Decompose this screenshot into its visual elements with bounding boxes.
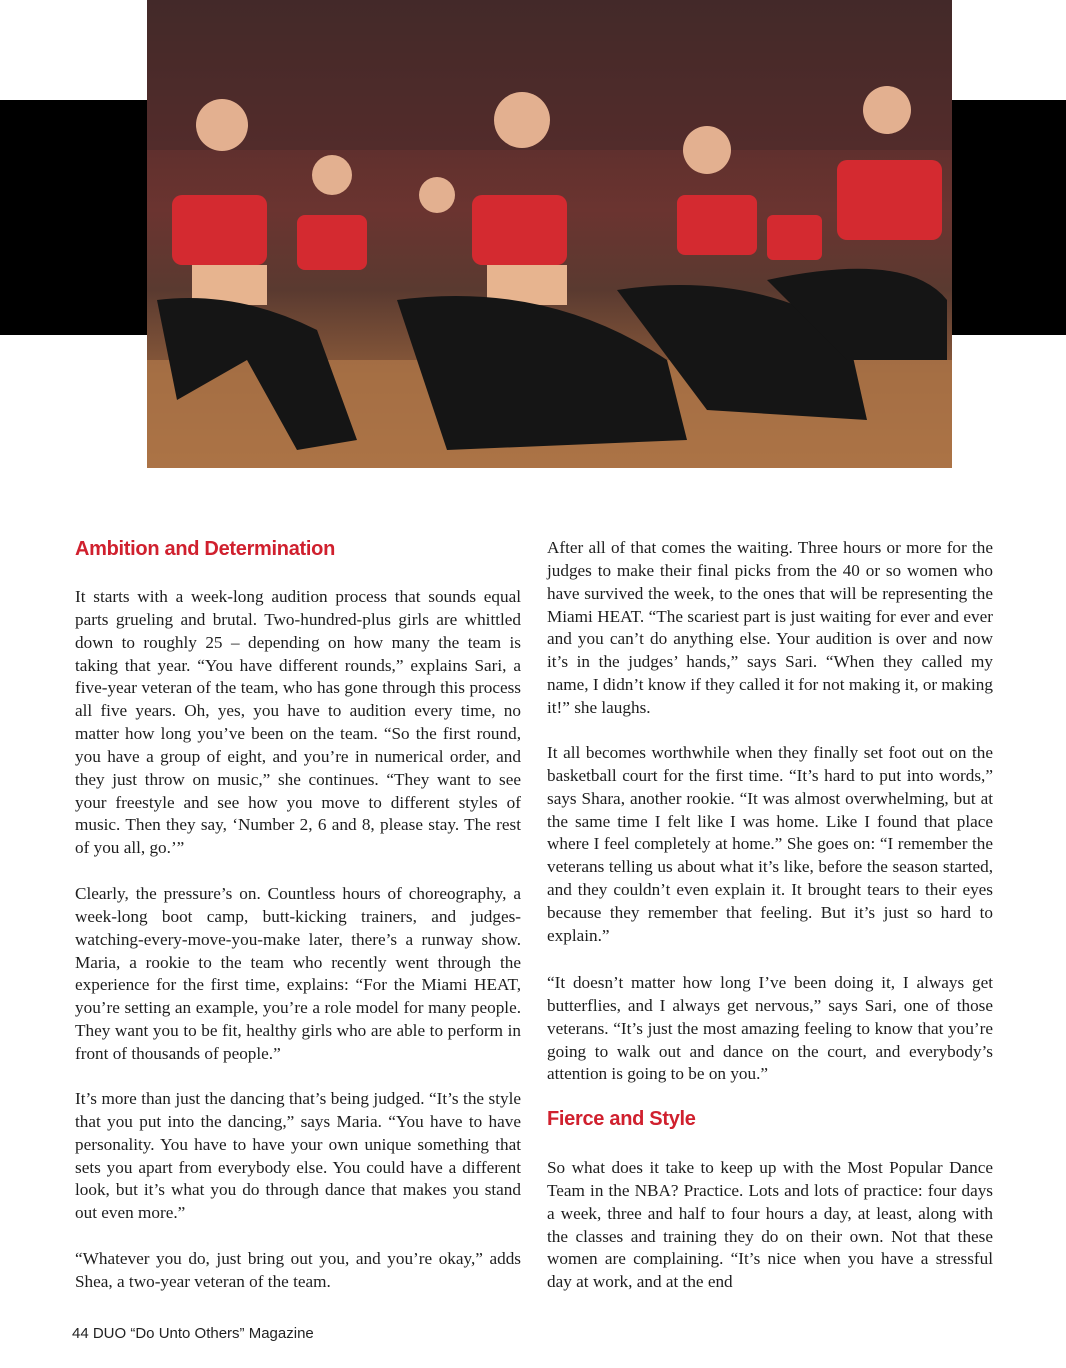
paragraph: So what does it take to keep up with the Most Popular Dance Team in the NBA? Practice. Lots and lots of practice: four days a week, three and half to four hours a day, at least, along with the classes and training they do on their own. Not that these women are complaining. “It’s nice when you have a stressful day at work, and at the end	[547, 1158, 993, 1292]
paragraph: It starts with a week-long audition process that sounds equal parts grueling and brutal. Two-hundred-plus girls are whittled down to roughly 25 – depending on how many the team is taking that year. “You have different rounds,” explains Sari, a five-year veteran of the team, who has gone through this process all five years. Oh, yes, you have to audition every time, no matter how long you’ve been on the team. “So the first round, you have a group of eight, and you’re in numerical order, and they just throw on music,” she continues. “They want to see your freestyle and see how you move to different styles of music. Then they say, ‘Number 2, 6 and 8, please stay. The rest of you all, go.’”	[75, 587, 521, 858]
paragraph: It’s more than just the dancing that’s being judged. “It’s the style that you put into the dancing,” says Maria. “You have to have personality. You have to have your own unique something that sets you apart from everybody else. You could have a different look, but it’s what you do through dance that makes you stand out even more.”	[75, 1089, 521, 1223]
page-footer: 44 DUO “Do Unto Others” Magazine	[72, 1325, 314, 1342]
photo-illustration	[147, 0, 952, 468]
paragraph: Clearly, the pressure’s on. Countless hours of choreography, a week-long boot camp, butt-kicking trainers, and judges-watching-every-move-you-make later, there’s a runway show. Maria, a rookie to the team who recently went through the experience for the first time, explains: “For the Miami HEAT, you’re setting an example, you’re a role model for many people. They want you to be fit, healthy girls who are able to perform in front of thousands of people.”	[75, 884, 521, 1063]
paragraph: “It doesn’t matter how long I’ve been doing it, I always get butterflies, and I always get nervous,” says Sari, one of those veterans. “It’s just the most amazing feeling to know that you’re going to walk out and dance on the court, and everybody’s attention is going to be on you.”	[547, 973, 993, 1084]
section-heading-fierce: Fierce and Style	[547, 1108, 696, 1130]
paragraph: “Whatever you do, just bring out you, and you’re okay,” adds Shea, a two-year veteran of the team.	[75, 1249, 521, 1291]
section-heading-ambition: Ambition and Determination	[75, 538, 335, 560]
paragraph: It all becomes worthwhile when they finally set foot out on the basketball court for the first time. “It’s hard to put into words,” says Shara, another rookie. “It was almost overwhelming, but at the same time I felt like I was home. Like I found that place where I feel completely at home.” She goes on: “I remember the veterans telling us about what it’s like, before the season started, and they couldn’t even explain it. It brought tears to their eyes because they remember that feeling. But it’s just so hard to explain.”	[547, 743, 993, 945]
dancers-photo	[147, 0, 952, 468]
paragraph: After all of that comes the waiting. Three hours or more for the judges to make their final picks from the 40 or so women who have survived the week, to the ones that will be representing the Miami HEAT. “The scariest part is just waiting for ever and ever and you can’t do anything else. Your audition is over and now it’s in the judges’ hands,” says Sari. “When they called my name, I didn’t know if they called it for not making it, or making it!” she laughs.	[547, 538, 993, 717]
